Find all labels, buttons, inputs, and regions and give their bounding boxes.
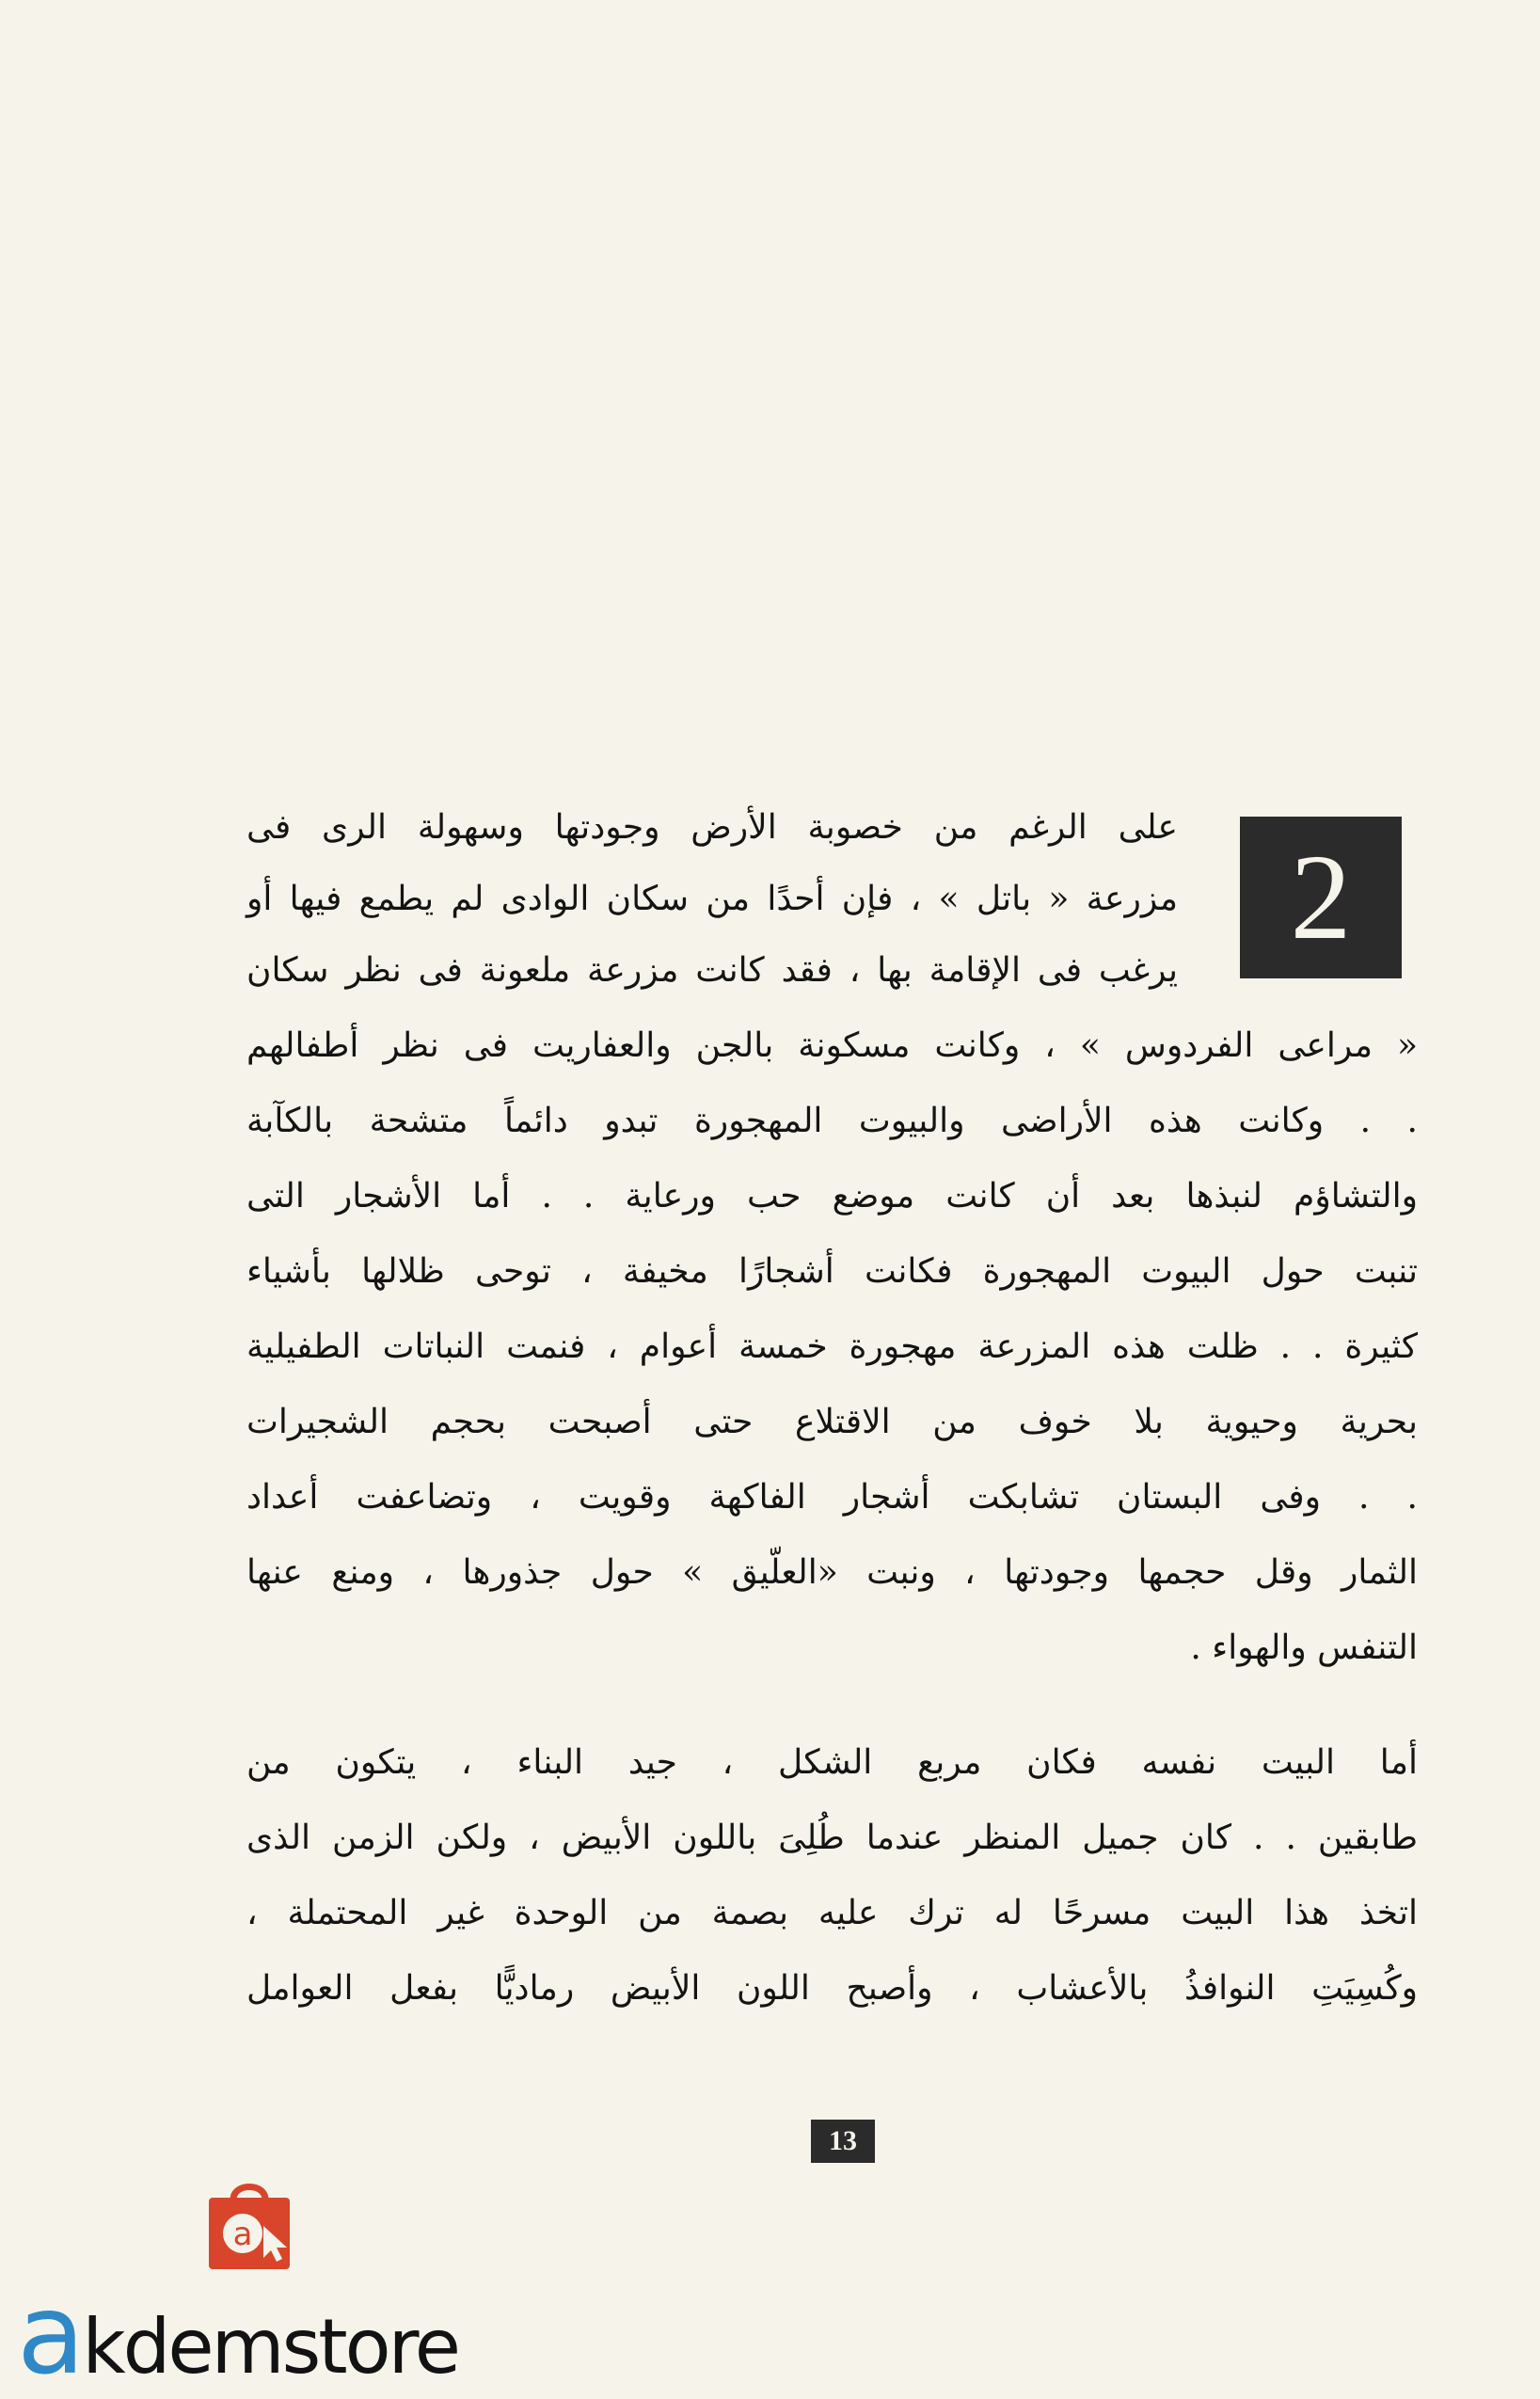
shopping-bag-cursor-icon	[198, 2173, 301, 2277]
svg-text:a: a	[232, 2216, 253, 2253]
chapter-number-box	[1240, 817, 1402, 978]
body-line: بحرية وحيوية بلا خوف من الاقتلاع حتى أصبحت بحجم الشجيرات	[246, 1403, 1418, 1441]
body-line: . . وفى البستان تشابكت أشجار الفاكهة وقويت ، وتضاعفت أعداد	[246, 1478, 1418, 1517]
body-line: يرغب فى الإقامة بها ، فقد كانت مزرعة ملعونة فى نظر سكان	[246, 951, 1178, 990]
body-line: تنبت حول البيوت المهجورة فكانت أشجارًا مخيفة ، توحى ظلالها بأشياء	[246, 1252, 1418, 1291]
body-line: مزرعة « باتل » ، فإن أحدًا من سكان الوادى لم يطمع فيها أو	[246, 880, 1178, 918]
body-line: طابقين . . كان جميل المنظر عندما طُلِىَ باللون الأبيض ، ولكن الزمن الذى	[246, 1819, 1418, 1857]
body-line: الثمار وقل حجمها وجودتها ، ونبت «العلّيق » حول جذورها ، ومنع عنها	[246, 1553, 1418, 1592]
body-line: وكُسِيَتِ النوافذُ بالأعشاب ، وأصبح اللون الأبيض رماديًّا بفعل العوامل	[246, 1969, 1418, 2008]
brand-name: akdemstore	[17, 2269, 458, 2399]
body-line: والتشاؤم لنبذها بعد أن كانت موضع حب ورعاية . . أما الأشجار التى	[246, 1177, 1418, 1215]
body-line: أما البيت نفسه فكان مربع الشكل ، جيد البناء ، يتكون من	[246, 1743, 1418, 1782]
page-number-box	[811, 2120, 875, 2163]
body-line: « مراعى الفردوس » ، وكانت مسكونة بالجن والعفاريت فى نظر أطفالهم	[246, 1026, 1418, 1065]
body-line: اتخذ هذا البيت مسرحًا له ترك عليه بصمة من الوحدة غير المحتملة ،	[246, 1894, 1418, 1932]
body-line: التنفس والهواء .	[1190, 1628, 1418, 1667]
page-number: 13	[829, 2125, 857, 2156]
chapter-number: 2	[1290, 830, 1352, 965]
store-watermark-logo	[0, 2164, 508, 2399]
body-line: على الرغم من خصوبة الأرض وجودتها وسهولة الرى فى	[246, 808, 1178, 847]
body-line: . . وكانت هذه الأراضى والبيوت المهجورة تبدو دائماً متشحة بالكآبة	[246, 1102, 1418, 1140]
body-line: كثيرة . . ظلت هذه المزرعة مهجورة خمسة أعوام ، فنمت النباتات الطفيلية	[246, 1327, 1418, 1366]
